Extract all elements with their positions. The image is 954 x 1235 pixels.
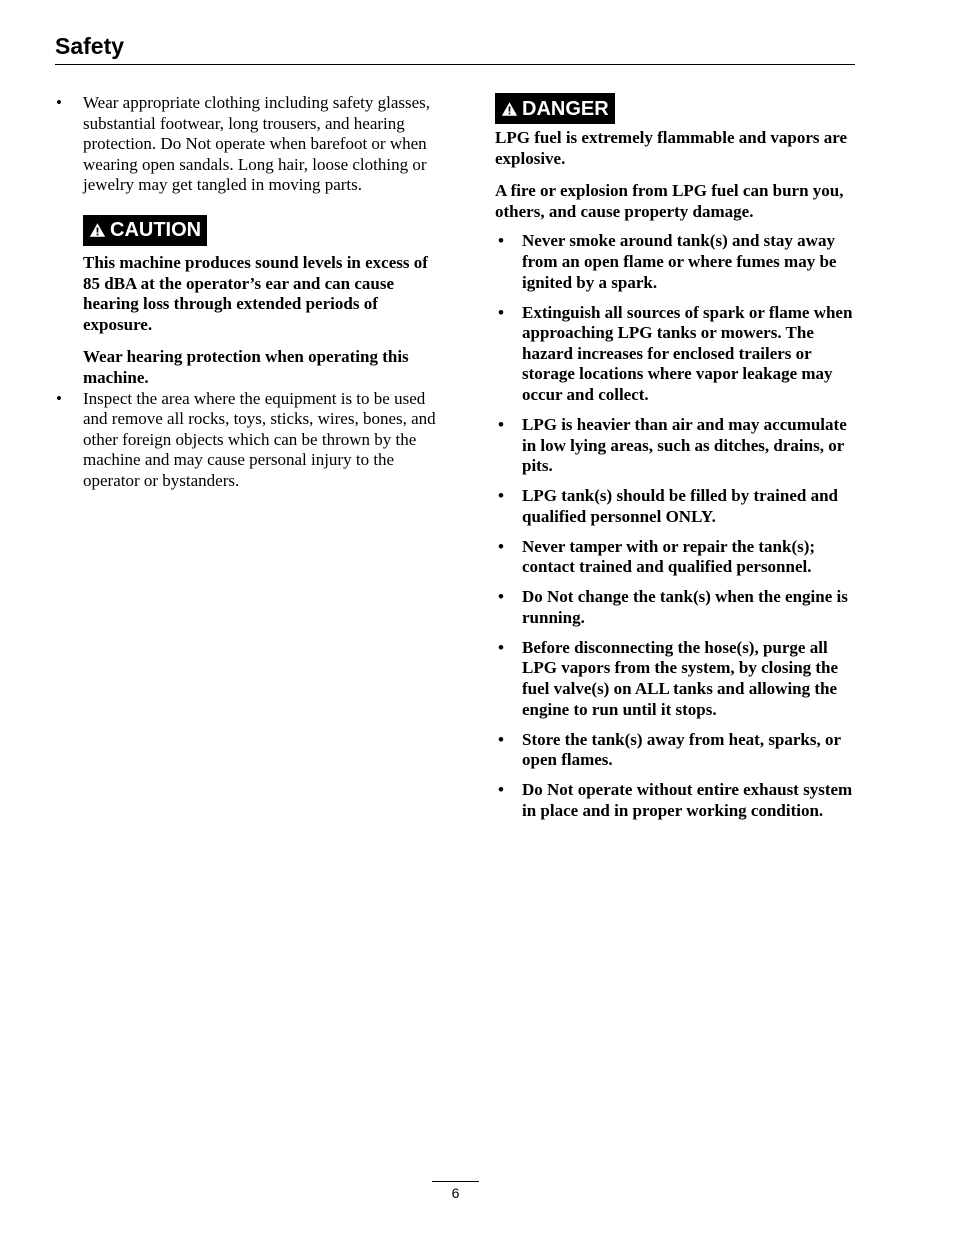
list-item <box>495 638 857 720</box>
danger-item-text: Never smoke around tank(s) and stay away from an open flame or where fumes may be ignited by a spark. <box>522 231 837 292</box>
caution-label-text: CAUTION <box>110 219 202 242</box>
list-item <box>495 415 857 477</box>
list-item <box>495 780 857 821</box>
bullet-glyph: • <box>498 637 504 657</box>
list-item <box>495 486 857 527</box>
danger-lead-paragraph: A fire or explosion from LPG fuel can burn you, others, and cause property damage. <box>495 181 844 221</box>
bullet-glyph: • <box>498 486 504 506</box>
danger-bullet-list <box>495 231 857 821</box>
list-item <box>495 730 857 771</box>
list-item <box>495 587 857 628</box>
danger-label-text: DANGER <box>522 97 609 120</box>
bullet-glyph: • <box>498 780 504 800</box>
warning-triangle-icon <box>501 101 518 117</box>
warning-triangle-icon <box>89 222 106 238</box>
bullet-glyph: • <box>498 729 504 749</box>
danger-item-text: Never tamper with or repair the tank(s); contact trained and qualified personnel. <box>522 536 816 577</box>
danger-item-text: Store the tank(s) away from heat, sparks, or open flames. <box>522 729 841 770</box>
bullet-glyph: • <box>498 536 504 556</box>
footer-divider <box>432 1181 479 1182</box>
danger-item-text: Before disconnecting the hose(s), purge all LPG vapors from the system, by closing the fuel valve(s) on ALL tanks and allowing the engine to run until it stops. <box>522 637 839 719</box>
danger-item-text: LPG is heavier than air and may accumulate in low lying areas, such as ditches, drains, or pits. <box>522 414 847 476</box>
list-item <box>495 231 857 293</box>
caution-label <box>83 215 207 246</box>
danger-item-text: LPG tank(s) should be filled by trained and qualified personnel ONLY. <box>522 486 838 526</box>
bullet-glyph: • <box>498 302 504 322</box>
list-item <box>495 537 857 578</box>
danger-item-text: Do Not change the tank(s) when the engine is running. <box>522 587 848 627</box>
page-title: Safety <box>55 33 125 59</box>
danger-lead-paragraph: LPG fuel is extremely flammable and vapors are explosive. <box>495 128 848 168</box>
page-number: 6 <box>451 1185 460 1201</box>
bullet-glyph: • <box>56 388 62 408</box>
bullet-glyph: • <box>498 414 504 434</box>
left-column <box>55 93 447 492</box>
inspect-bullet-text: Inspect the area where the equipment is to be used and remove all rocks, toys, sticks, wires, bones, and other foreign objects which can be thrown by the machine and may cause personal injury to the operator or bystanders. <box>83 388 436 490</box>
list-item <box>55 389 447 492</box>
danger-block <box>495 93 857 821</box>
danger-item-text: Do Not operate without entire exhaust system in place and in proper working condition. <box>522 780 853 820</box>
bullet-glyph: • <box>498 231 504 251</box>
header-divider <box>55 64 855 65</box>
caution-paragraph: This machine produces sound levels in excess of 85 dBA at the operator’s ear and can cause hearing loss through extended periods of exposure. <box>83 252 428 334</box>
right-column <box>495 93 857 831</box>
caution-paragraph: Wear hearing protection when operating this machine. <box>83 347 409 387</box>
left-bullet-list <box>55 389 447 492</box>
bullet-glyph: • <box>498 587 504 607</box>
bullet-glyph: • <box>56 93 62 112</box>
danger-item-text: Extinguish all sources of spark or flame when approaching LPG tanks or mowers. The hazard increases for enclosed trailers or storage locations where vapor leakage may occur and collect. <box>522 302 853 404</box>
list-item <box>495 303 857 406</box>
clothing-bullet-text: Wear appropriate clothing including safety glasses, substantial footwear, long trousers, and hearing protection. Do Not operate when barefoot or when wearing open sandals. Long hair, loose clothing or jewelry may get tangled in moving parts. <box>83 93 431 195</box>
danger-label <box>495 93 615 124</box>
left-bullet-list <box>55 93 447 196</box>
list-item <box>55 93 447 196</box>
caution-block <box>83 215 447 389</box>
